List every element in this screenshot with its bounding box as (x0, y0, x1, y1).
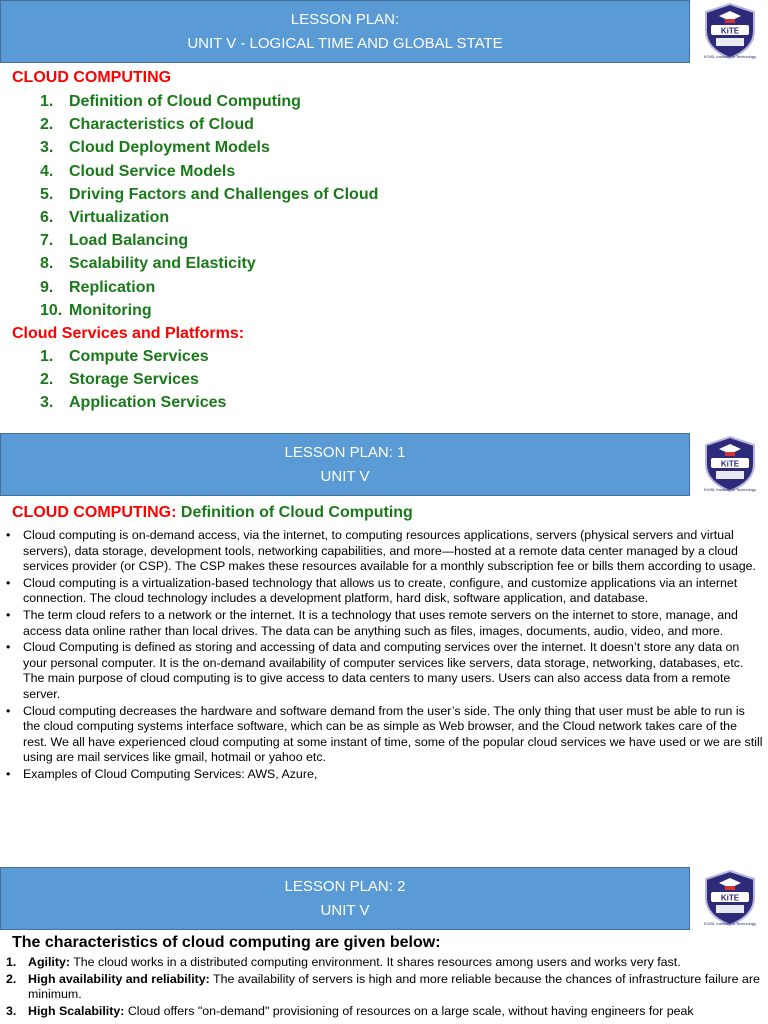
definition-bullet: • The term cloud refers to a network or the internet. It is a technology that uses remote servers on the internet to store, manage, and access data online rather than local drives. The data can be anything such as files, images, documents, audio, video, and more. (6, 608, 764, 639)
kite-logo (699, 434, 761, 496)
definition-bullet: • Cloud computing is on-demand access, via the internet, to computing resources applications, servers (physical servers and virtual servers), data storage, development tools, networking capabilities, and more—hosted at a remote data center managed by a cloud services provider (or CSP). The CSP makes these resources available for a monthly subscription fee or bills them according to usage. (6, 528, 764, 575)
definition-bullet: • Cloud Computing is defined as storing and accessing of data and computing services over the internet. It doesn’t store any data on your personal computer. It is the on-demand availability of computer services like servers, data storage, networking, databases, etc. The main purpose of cloud computing is to give access to data centers to many users. Users can also access data from a remote server. (6, 640, 764, 702)
toc-item: 5. Driving Factors and Challenges of Cloud (40, 185, 379, 203)
services-list (40, 345, 226, 415)
svg-text:KiTE: KiTE (720, 893, 740, 903)
logo-caption: KGiSL Institute of Technology (703, 54, 757, 59)
definition-bullet: • Cloud computing decreases the hardware and software demand from the user’s side. The only thing that user must be able to run is the cloud computing systems interface software, which can be as simple as Web browser, and the Cloud network takes care of the rest. We all have experienced cloud computing at some instant of time, some of the popular cloud services we have used or we are still using are mail services like gmail, hotmail or yahoo etc. (6, 704, 764, 766)
logo-caption: KGiSL Institute of Technology (703, 487, 757, 492)
kite-logo (699, 1, 761, 63)
characteristics-item: 2. High availability and reliability: The availability of servers is high and more reliable because the chances of infrastructure failure are minimum. (6, 971, 760, 1002)
definition-bullet: • Examples of Cloud Computing Services: AWS, Azure, (6, 767, 764, 783)
services-item: 2. Storage Services (40, 371, 199, 389)
kite-logo (699, 868, 761, 930)
logo-caption: KGiSL Institute of Technology (703, 921, 757, 926)
characteristics-list (6, 955, 764, 1020)
definition-heading (12, 504, 413, 522)
header-line1: LESSON PLAN: (290, 10, 400, 28)
definition-heading-red: CLOUD COMPUTING: (12, 504, 177, 521)
svg-text:KiTE: KiTE (720, 459, 740, 469)
toc-item: 8. Scalability and Elasticity (40, 255, 256, 273)
header-line2: UNIT V (320, 467, 370, 485)
toc-item: 4. Cloud Service Models (40, 162, 236, 180)
header-line1: LESSON PLAN: 2 (284, 877, 406, 895)
toc-item: 3. Cloud Deployment Models (40, 139, 270, 157)
services-heading: Cloud Services and Platforms: (12, 325, 245, 342)
toc-item: 10. Monitoring (40, 301, 152, 319)
toc-item: 6. Virtualization (40, 208, 170, 226)
svg-text:KiTE: KiTE (720, 26, 740, 36)
header-line1: LESSON PLAN: 1 (284, 443, 406, 461)
toc-item: 1. Definition of Cloud Computing (40, 93, 301, 110)
definition-bullet: • Cloud computing is a virtualization-based technology that allows us to create, configure, and customize applications via an internet connection. The cloud technology includes a development platform, hard disk, software application, and database. (6, 576, 764, 607)
characteristics-heading: The characteristics of cloud computing are given below: (12, 934, 441, 951)
lesson-plan-header (0, 433, 690, 496)
header-line2: UNIT V (320, 901, 370, 919)
toc-item: 9. Replication (40, 278, 156, 296)
toc-item: 2. Characteristics of Cloud (40, 116, 254, 134)
characteristics-item: 3. High Scalability: Cloud offers "on-demand" provisioning of resources on a large scale, without having engineers for peak (6, 1003, 694, 1018)
services-item: 1. Compute Services (40, 348, 209, 365)
toc-item: 7. Load Balancing (40, 232, 189, 250)
lesson-plan-header (0, 0, 690, 63)
toc-heading: CLOUD COMPUTING (12, 69, 172, 86)
definition-list (6, 528, 764, 784)
definition-heading-green: Definition of Cloud Computing (176, 504, 413, 521)
header-line2: UNIT V - LOGICAL TIME AND GLOBAL STATE (187, 34, 503, 52)
toc-list (40, 90, 378, 322)
lesson-plan-header (0, 867, 690, 930)
services-item: 3. Application Services (40, 394, 227, 412)
characteristics-item: 1. Agility: The cloud works in a distributed computing environment. It shares resources among users and works very fast. (6, 955, 681, 969)
